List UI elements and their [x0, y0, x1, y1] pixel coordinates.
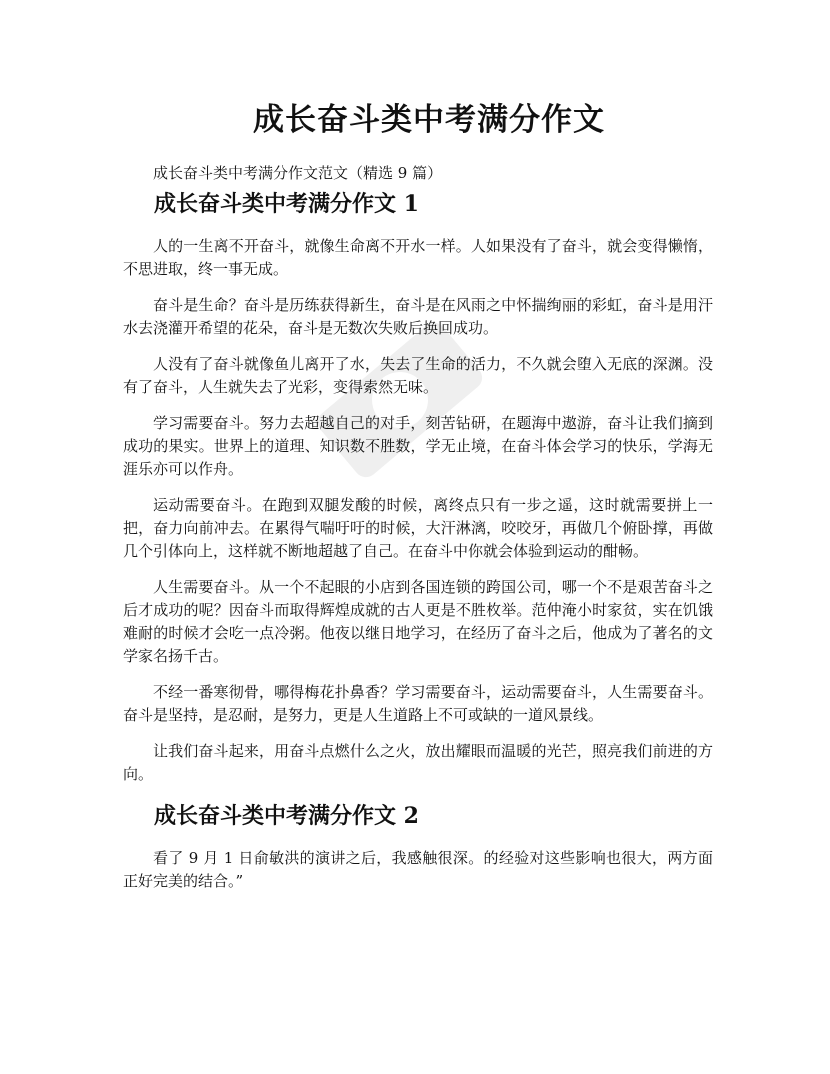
- paragraph: 让我们奋斗起来，用奋斗点燃什么之火，放出耀眼而温暖的光芒，照亮我们前进的方向。: [123, 742, 713, 783]
- paragraph: 看了 9 月 1 日俞敏洪的演讲之后，我感触很深。的经验对这些影响也很大，两方面正好完美的结合。”: [123, 849, 713, 890]
- paragraph: 人的一生离不开奋斗，就像生命离不开水一样。人如果没有了奋斗，就会变得懒惰，不思进取，终一事无成。: [123, 237, 713, 278]
- section-heading-1: 成长奋斗类中考满分作文 1: [154, 191, 419, 217]
- page-title: 成长奋斗类中考满分作文: [253, 102, 605, 138]
- paragraph: 学习需要奋斗。努力去超越自己的对手，刻苦钻研，在题海中遨游，奋斗让我们摘到成功的果实。世界上的道理、知识数不胜数，学无止境，在奋斗体会学习的快乐，学海无涯乐亦可以作舟。: [123, 414, 713, 478]
- section-1-body: [123, 235, 713, 786]
- section-2-body: [123, 847, 713, 893]
- document-subtitle: 成长奋斗类中考满分作文范文（精选 9 篇）: [153, 164, 443, 182]
- paragraph: 不经一番寒彻骨，哪得梅花扑鼻香？学习需要奋斗，运动需要奋斗，人生需要奋斗。奋斗是坚持，是忍耐，是努力，更是人生道路上不可或缺的一道风景线。: [123, 683, 713, 724]
- section-heading-2: 成长奋斗类中考满分作文 2: [154, 803, 419, 829]
- paragraph: 人生需要奋斗。从一个不起眼的小店到各国连锁的跨国公司，哪一个不是艰苦奋斗之后才成功的呢？因奋斗而取得辉煌成就的古人更是不胜枚举。范仲淹小时家贫，实在饥饿难耐的时候才会吃一点冷粥。他夜以继日地学习，在经历了奋斗之后，他成为了著名的文学家名扬千古。: [123, 578, 713, 665]
- paragraph: 奋斗是生命？奋斗是历练获得新生，奋斗是在风雨之中怀揣绚丽的彩虹，奋斗是用汗水去浇灌开希望的花朵，奋斗是无数次失败后换回成功。: [123, 296, 713, 337]
- paragraph: 运动需要奋斗。在跑到双腿发酸的时候，离终点只有一步之遥，这时就需要拼上一把，奋力向前冲去。在累得气喘吁吁的时候，大汗淋漓，咬咬牙，再做几个俯卧撑，再做几个引体向上，这样就不断地超越了自己。在奋斗中你就会体验到运动的酣畅。: [123, 496, 713, 560]
- document-content: [123, 95, 713, 906]
- paragraph: 人没有了奋斗就像鱼儿离开了水，失去了生命的活力，不久就会堕入无底的深渊。没有了奋斗，人生就失去了光彩，变得索然无味。: [123, 355, 713, 396]
